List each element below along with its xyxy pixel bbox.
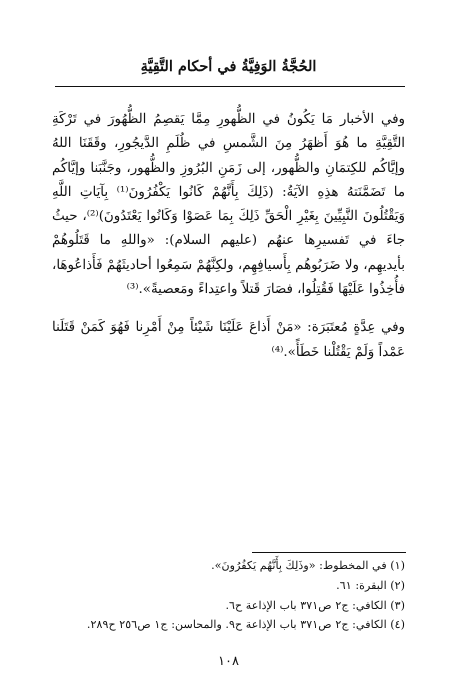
footnote-divider — [252, 552, 406, 553]
footnote-1: (١) في المخطوط: «وذَلِكَ بِأَنَّهُم يَكفُرُونَ». — [211, 559, 405, 572]
main-text — [52, 108, 405, 379]
paragraph-1: وفي الأخبار مَا يَكُونُ في الظُّهورِ مِمَّا يَقصِمُ الظُّهُورَ في تَرْكَةِ التَّقِيَّةِ ما هُوَ أَظهَرُ مِنَ الشَّمسِ في ظُلَمِ الدَّيجُورِ، وقَقَنَا اللهُ وإيَّاكُم للكِتمَانِ والظُّهور، إلى زَمَنِ البُرُوزِ والظُّهور، وجَنَّبَنا وإيَّاكُم ما تَضَمَّنَتهُ هذِهِ الآيَةُ: (ذَلِكَ بِأَنَّهُمْ كَانُوا يَكْفُرُونَ⁽¹⁾ بِآيَاتِ اللَّهِ وَيَقْتُلُونَ النَّبِيِّينَ بِغَيْرِ الْحَقِّ ذَلِكَ بِمَا عَصَوْا وَكَانُوا يَعْتَدُونَ)⁽²⁾، حيثُ جاءَ في تَفسيرِها عنهُم (عليهم السلام): «واللهِ ما قَتَلُوهُمْ بأيديهِم، ولا ضَرَبُوهُم بِأَسيافِهِم، ولكِنَّهُمْ سَمِعُوا أحاديثَهُمْ فَأَذاعُوهَا، فأُخِذُوا عَلَيْهَا فَقُتِلُوا، فصَارَ قَتلاً واعتِداءً ومَعصيةً».⁽³⁾ — [52, 112, 405, 298]
footnote-2: (٢) البقرة: ٦١. — [336, 578, 405, 592]
page-number: ١٠٨ — [218, 654, 239, 669]
footnote-4: (٤) الكافي: ج٢ ص٣٧١ باب الإذاعة ح٩. والمحاسن: ج١ ص٢٥٦ ح٢٨٩. — [86, 618, 405, 632]
footnotes — [52, 556, 405, 635]
header-divider — [55, 86, 405, 87]
running-header-title: الحُجَّةُ الوَفِيَّةُ في أحكام التَّقِيَّةِ — [140, 58, 317, 75]
paragraph-2: وفي عِدَّةٍ مُعتَبَرَة: «مَنْ أَذاعَ عَلَيْنَا شَيْئاً مِنْ أَمْرِنا فَهُوَ كَمَنْ قَتَلَنا عَمْداً وَلَمْ يَقْتُلْنا خَطَأً».⁽⁴⁾ — [52, 320, 405, 360]
footnote-3: (٣) الكافي: ج٢ ص٣٧١ باب الإذاعة ح٦. — [225, 598, 405, 612]
